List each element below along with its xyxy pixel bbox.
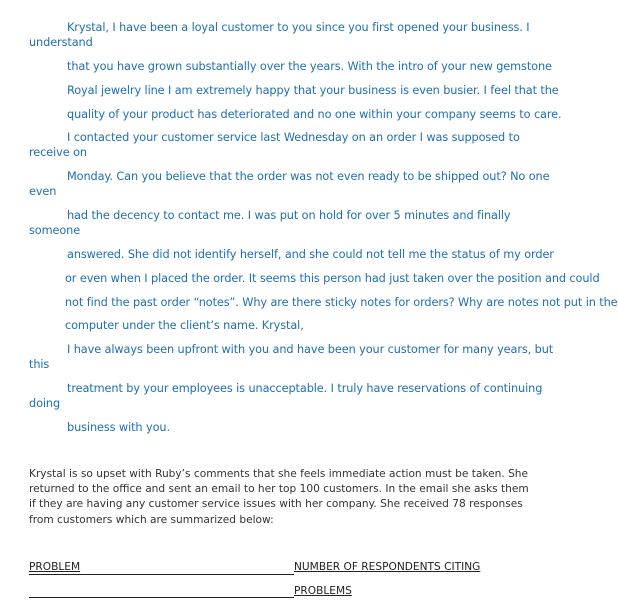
respondents-column-header: NUMBER OF RESPONDENTS CITING — [294, 561, 481, 573]
problem-column-header: PROBLEM — [29, 561, 81, 573]
summary-paragraph: Krystal is so upset with Ruby’s comments that she feels immediate action must be taken. She returned to the office and sent an email to her top 100 customers. In the email she asks them if they are having any customer service issues with her company. She received 78 responses from customers which are summarized below: — [29, 468, 529, 526]
letter-line-wrap: understand — [29, 36, 93, 49]
letter-line-wrap: someone — [29, 224, 81, 237]
header-underline — [29, 574, 294, 575]
letter-line-text: not find the past order “notes”. Why are there sticky notes for orders? Why are notes not put in the — [65, 296, 618, 309]
letter-line-wrap: this — [29, 358, 50, 371]
letter-line-text: Krystal, I have been a loyal customer to you since you first opened your business. I — [67, 21, 530, 34]
letter-line-wrap: even — [29, 185, 57, 198]
header-underline — [29, 597, 294, 598]
letter-line-text: Royal jewelry line I am extremely happy that your business is even busier. I feel that the — [67, 84, 559, 97]
letter-line-text: Monday. Can you believe that the order was not even ready to be shipped out? No one — [67, 170, 550, 183]
letter-line-text: business with you. — [67, 421, 170, 434]
letter-line-text: treatment by your employees is unacceptable. I truly have reservations of continuing — [67, 382, 543, 395]
letter-line-text: quality of your product has deteriorated and no one within your company seems to care. — [67, 108, 562, 121]
letter-line-text: that you have grown substantially over the years. With the intro of your new gemstone — [67, 60, 552, 73]
letter-line-text: had the decency to contact me. I was put on hold for over 5 minutes and finally — [67, 209, 511, 222]
letter-line-text: I contacted your customer service last Wednesday on an order I was supposed to — [67, 131, 520, 144]
letter-line-text: answered. She did not identify herself, and she could not tell me the status of my order — [67, 248, 554, 261]
letter-line-wrap: receive on — [29, 146, 87, 159]
respondents-column-header-cont: PROBLEMS — [294, 585, 352, 597]
letter-line-wrap: doing — [29, 397, 61, 410]
letter-line-text: computer under the client’s name. Krystal, — [65, 319, 304, 332]
letter-line-text: I have always been upfront with you and have been your customer for many years, but — [67, 343, 554, 356]
letter-line-text: or even when I placed the order. It seems this person had just taken over the position and could — [65, 272, 600, 285]
